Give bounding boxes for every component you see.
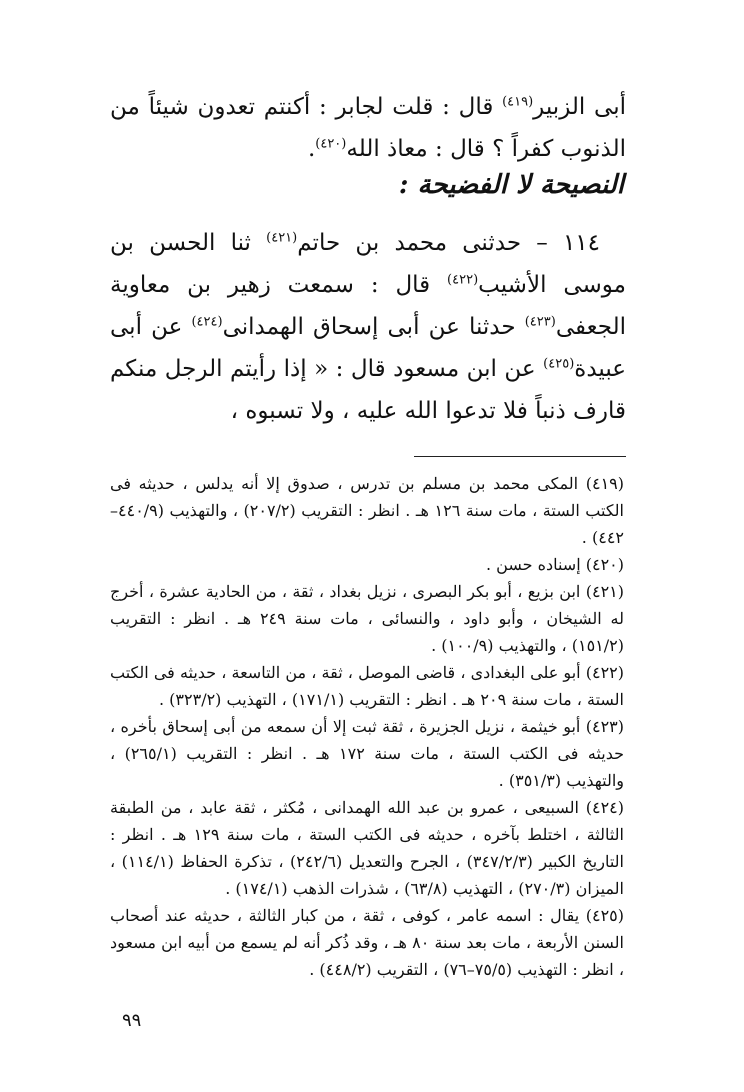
text-run: عن ابن مسعود قال : « إذا رأيتم الرجل منكم قارف ذنباً فلا تدعوا الله عليه ، ولا تسبوه ، [110, 356, 626, 424]
footnote-420: (٤٢٠) إسناده حسن . [485, 555, 624, 574]
footnote-425: (٤٢٥) يقال : اسمه عامر ، كوفى ، ثقة ، من كبار الثالثة ، حديثه عند أصحاب السنن الأربعة ، مات بعد سنة ٨٠ هـ ، وقد ذُكر أنه لم يسمع من أبيه ابن مسعود ، انظر : التهذيب (٧٥/٥–٧٦) ، التقريب (٤٤٨/٢) . [110, 906, 625, 979]
footnote-422: (٤٢٢) أبو على البغدادى ، قاضى الموصل ، ثقة ، من التاسعة ، حديثه فى الكتب الستة ، مات سنة ٢٠٩ هـ . انظر : التقريب (١٧١/١) ، التهذيب (٣٢٣/٢) . [110, 663, 624, 709]
footnote-424: (٤٢٤) السبيعى ، عمرو بن عبد الله الهمدانى ، مُكثر ، ثقة عابد ، من الطبقة الثالثة ، اختلط بآخره ، حديثه فى الكتب الستة ، مات سنة ١٢٩ هـ . انظر : التاريخ الكبير (٣٤٧/٢/٣) ، الجرح والتعديل (٢٤٢/٦) ، تذكرة الحفاظ (١١٤/١) ، الميزان (٢٧٠/٣) ، التهذيب (٦٣/٨) ، شذرات الذهب (١٧٤/١) . [110, 798, 625, 898]
text-run: قال : قلت لجابر : أكنتم تعدون شيئاً من الذنوب كفراً ؟ قال : معاذ الله [110, 94, 626, 162]
main-text-hadith [110, 222, 626, 432]
text-run: حدثنا عن أبى إسحاق الهمدانى [222, 314, 525, 340]
text-run: ١١٤ – حدثنى محمد بن حاتم [297, 230, 600, 256]
footnote-ref-424: (٤٢٤) [191, 314, 223, 330]
footnote-ref-421: (٤٢١) [266, 230, 298, 246]
footnote-ref-422: (٤٢٢) [447, 272, 479, 288]
section-heading: النصيحة لا الفضيحة : [398, 170, 624, 200]
main-text-top [110, 86, 626, 170]
text-run: . [307, 136, 316, 162]
footnote-ref-419: (٤١٩) [502, 94, 534, 110]
footnote-ref-420: (٤٢٠) [315, 136, 347, 152]
footnotes [110, 470, 624, 983]
text-run: أبى الزبير [533, 94, 626, 120]
footnote-419: (٤١٩) المكى محمد بن مسلم بن تدرس ، صدوق إلا أنه يدلس ، حديثه فى الكتب الستة ، مات سنة ١٢٦ هـ . انظر : التقريب (٢٠٧/٢) ، والتهذيب (٤٤٠/٩–٤٤٢) . [110, 474, 624, 547]
paragraph-hadith-114 [110, 222, 626, 432]
paragraph-abu-zubayr [110, 86, 626, 170]
page-number: ٩٩ [122, 1010, 142, 1031]
footnote-423: (٤٢٣) أبو خيثمة ، نزيل الجزيرة ، ثقة ثبت إلا أن سمعه من أبى إسحاق بأخره ، حديثه فى الكتب الستة ، مات سنة ١٧٢ هـ . انظر : التقريب (٢٦٥/١) ، والتهذيب (٣٥١/٣) . [110, 717, 624, 790]
footnote-421: (٤٢١) ابن بزيع ، أبو بكر البصرى ، نزيل بغداد ، ثقة ، من الحادية عشرة ، أخرج له الشيخان ، وأبو داود ، والنسائى ، مات سنة ٢٤٩ هـ . انظر : التقريب (١٥١/٢) ، والتهذيب (١٠٠/٩) . [110, 582, 625, 655]
text-run: عن أبى عبيدة [110, 314, 626, 382]
footnote-divider [414, 456, 626, 457]
text-run: ثنا الحسن بن موسى الأشيب [110, 230, 626, 298]
footnote-ref-425: (٤٢٥) [543, 356, 575, 372]
footnote-ref-423: (٤٢٣) [524, 314, 556, 330]
text-run: قال : سمعت زهير بن معاوية الجعفى [110, 272, 626, 340]
